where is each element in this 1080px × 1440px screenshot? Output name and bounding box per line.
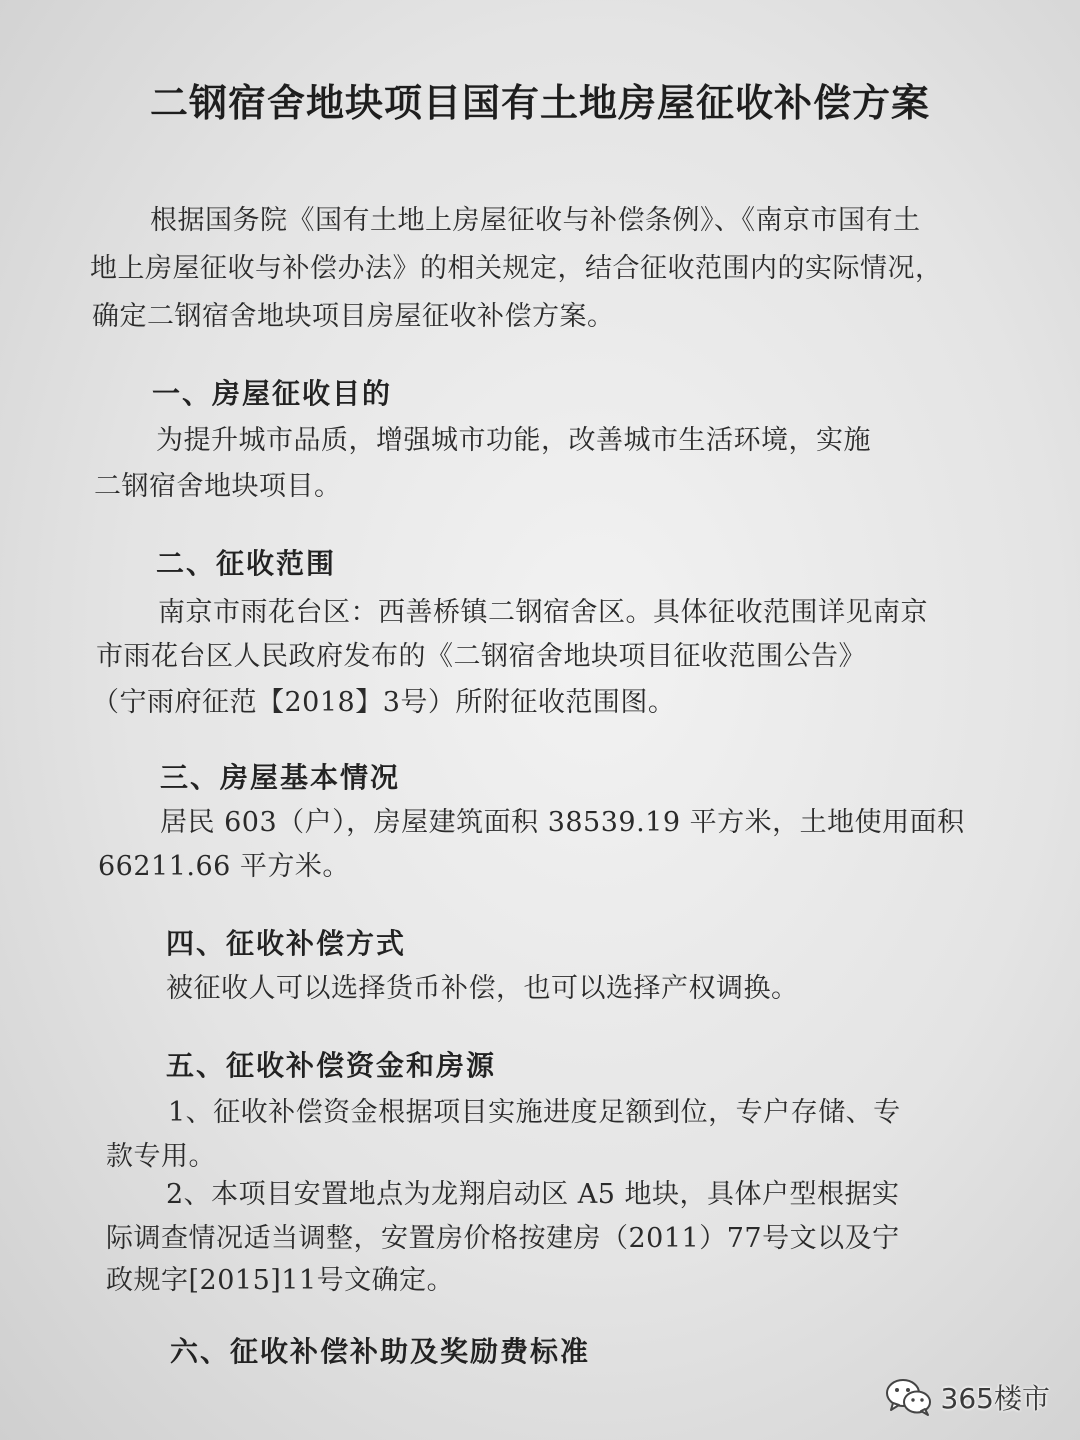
- document-title: 二钢宿舍地块项目国有土地房屋征收补偿方案: [149, 81, 930, 125]
- section-heading: 五、征收补偿资金和房源: [166, 1049, 497, 1082]
- wechat-icon: [885, 1377, 933, 1417]
- section-heading: 一、房屋征收目的: [152, 377, 393, 410]
- section-line: 际调查情况适当调整，安置房价格按建房（2011）77号文以及宁: [106, 1223, 900, 1254]
- section-line: 居民 603（户），房屋建筑面积 38539.19 平方米，土地使用面积: [160, 807, 965, 838]
- section-line: 政规字[2015]11号文确定。: [106, 1265, 455, 1296]
- section-line: 1、征收补偿资金根据项目实施进度足额到位，专户存储、专: [168, 1097, 901, 1128]
- section-heading: 六、征收补偿补助及奖励费标准: [170, 1335, 591, 1368]
- watermark-text: 365楼市: [940, 1382, 1050, 1415]
- intro-line: 地上房屋征收与补偿办法》的相关规定，结合征收范围内的实际情况，: [90, 253, 943, 284]
- section-line: 2、本项目安置地点为龙翔启动区 A5 地块，具体户型根据实: [166, 1179, 900, 1210]
- section-line: 66211.66 平方米。: [98, 851, 350, 882]
- section-line: 为提升城市品质，增强城市功能，改善城市生活环境，实施: [156, 425, 871, 456]
- section-line: 南京市雨花台区：西善桥镇二钢宿舍区。具体征收范围详见南京: [158, 597, 928, 628]
- section-line: 二钢宿舍地块项目。: [94, 471, 342, 502]
- section-line: 被征收人可以选择货币补偿，也可以选择产权调换。: [166, 973, 799, 1004]
- section-heading: 二、征收范围: [156, 547, 337, 580]
- intro-line: 确定二钢宿舍地块项目房屋征收补偿方案。: [92, 301, 615, 332]
- section-heading: 三、房屋基本情况: [160, 761, 401, 794]
- section-line: 市雨花台区人民政府发布的《二钢宿舍地块项目征收范围公告》: [96, 641, 866, 672]
- intro-line: 根据国务院《国有土地上房屋征收与补偿条例》、《南京市国有土: [150, 205, 921, 236]
- section-line: （宁雨府征范【2018】3号）所附征收范围图。: [92, 687, 676, 718]
- watermark: [885, 1375, 1050, 1419]
- section-line: 款专用。: [106, 1141, 216, 1172]
- section-heading: 四、征收补偿方式: [166, 927, 407, 960]
